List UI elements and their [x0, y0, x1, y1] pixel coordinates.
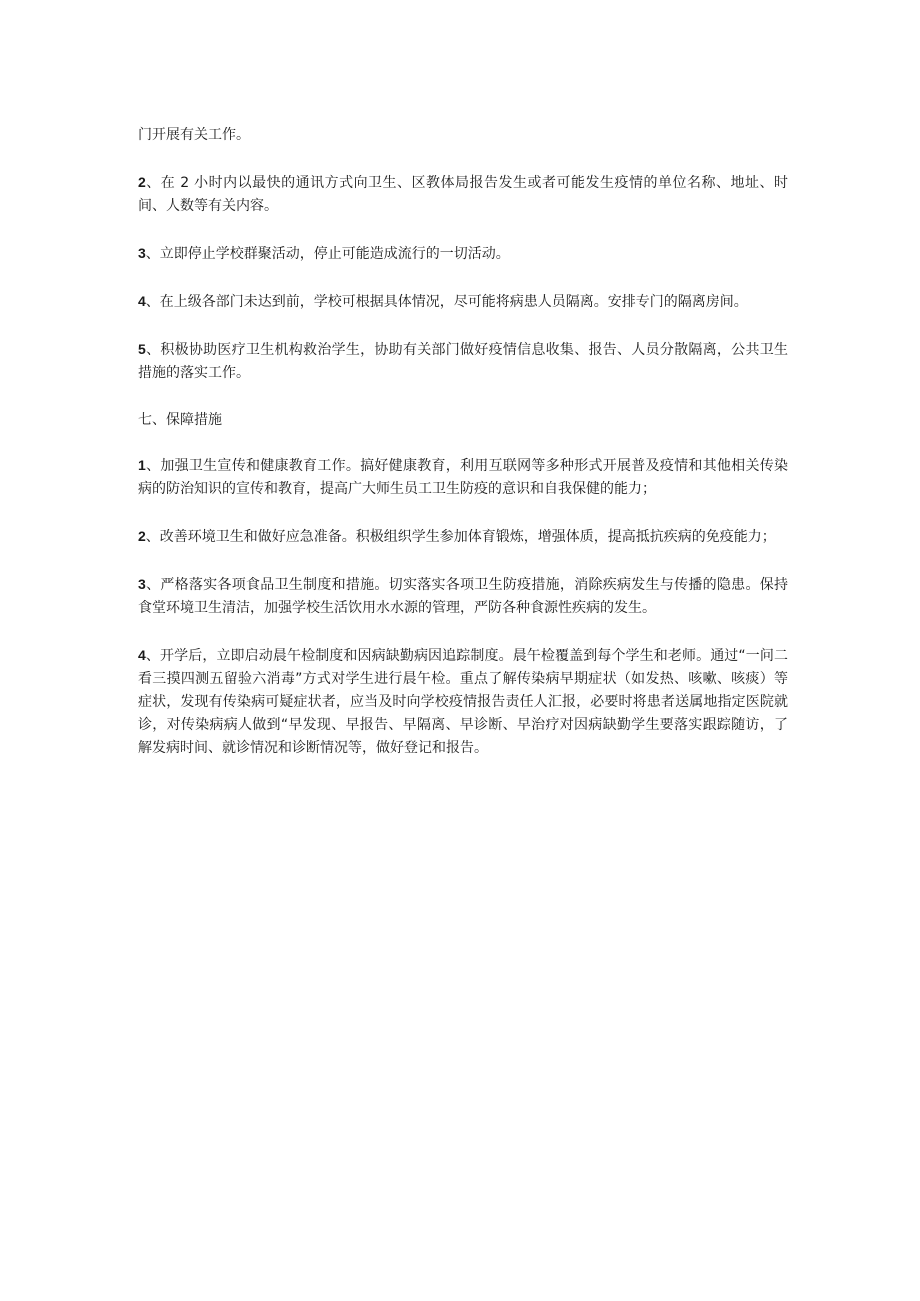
- paragraph-item-3: [138, 242, 788, 266]
- measure-item-4: [138, 644, 788, 760]
- paragraph-item-4: [138, 290, 788, 314]
- item-number: 2: [138, 174, 146, 190]
- item-number: 3: [138, 576, 146, 592]
- paragraph-text: 、加强卫生宣传和健康教育工作。搞好健康教育，利用互联网等多种形式开展普及疫情和其他相关传染病的防治知识的宣传和教育，提高广大师生员工卫生防疫的意识和自我保健的能力；: [138, 458, 788, 497]
- paragraph-text: 、改善环境卫生和做好应急准备。积极组织学生参加体育锻炼，增强体质，提高抵抗疾病的免疫能力；: [145, 529, 776, 545]
- paragraph-text: 、立即停止学校群聚活动，停止可能造成流行的一切活动。: [145, 246, 510, 262]
- section-heading: [138, 409, 788, 432]
- item-number: 1: [138, 457, 146, 473]
- paragraph-text: 、在 2 小时内以最快的通讯方式向卫生、区教体局报告发生或者可能发生疫情的单位名称、地址、时间、人数等有关内容。: [138, 175, 788, 214]
- section-heading-text: 七、保障措施: [138, 412, 222, 428]
- item-number: 4: [138, 647, 146, 663]
- document-body: [138, 124, 788, 784]
- item-number: 4: [138, 293, 146, 309]
- paragraph-text: 、在上级各部门未达到前，学校可根据具体情况，尽可能将病患人员隔离。安排专门的隔离房间。: [145, 294, 748, 310]
- item-number: 2: [138, 528, 146, 544]
- item-number: 5: [138, 341, 146, 357]
- paragraph-item-2: [138, 171, 788, 218]
- paragraph-text: 、积极协助医疗卫生机构救治学生，协助有关部门做好疫情信息收集、报告、人员分散隔离，公共卫生措施的落实工作。: [138, 342, 788, 381]
- measure-item-1: [138, 454, 788, 501]
- paragraph-continuation: [138, 124, 788, 147]
- measure-item-2: [138, 525, 788, 549]
- paragraph-text: 门开展有关工作。: [138, 127, 250, 143]
- paragraph-item-5: [138, 338, 788, 385]
- item-number: 3: [138, 245, 146, 261]
- paragraph-text: 、开学后，立即启动晨午检制度和因病缺勤病因追踪制度。晨午检覆盖到每个学生和老师。通过“一问二看三摸四测五留验六消毒”方式对学生进行晨午检。重点了解传染病早期症状（如发热、咳嗽、咳痰）等症状，发现有传染病可疑症状者，应当及时向学校疫情报告责任人汇报，必要时将患者送属地指定医院就诊，对传染病病人做到“早发现、早报告、早隔离、早诊断、早治疗对因病缺勤学生要落实跟踪随访，了解发病时间、就诊情况和诊断情况等，做好登记和报告。: [138, 648, 788, 756]
- measure-item-3: [138, 573, 788, 620]
- paragraph-text: 、严格落实各项食品卫生制度和措施。切实落实各项卫生防疫措施，消除疾病发生与传播的隐患。保持食堂环境卫生清洁，加强学校生活饮用水水源的管理，严防各种食源性疾病的发生。: [138, 577, 788, 616]
